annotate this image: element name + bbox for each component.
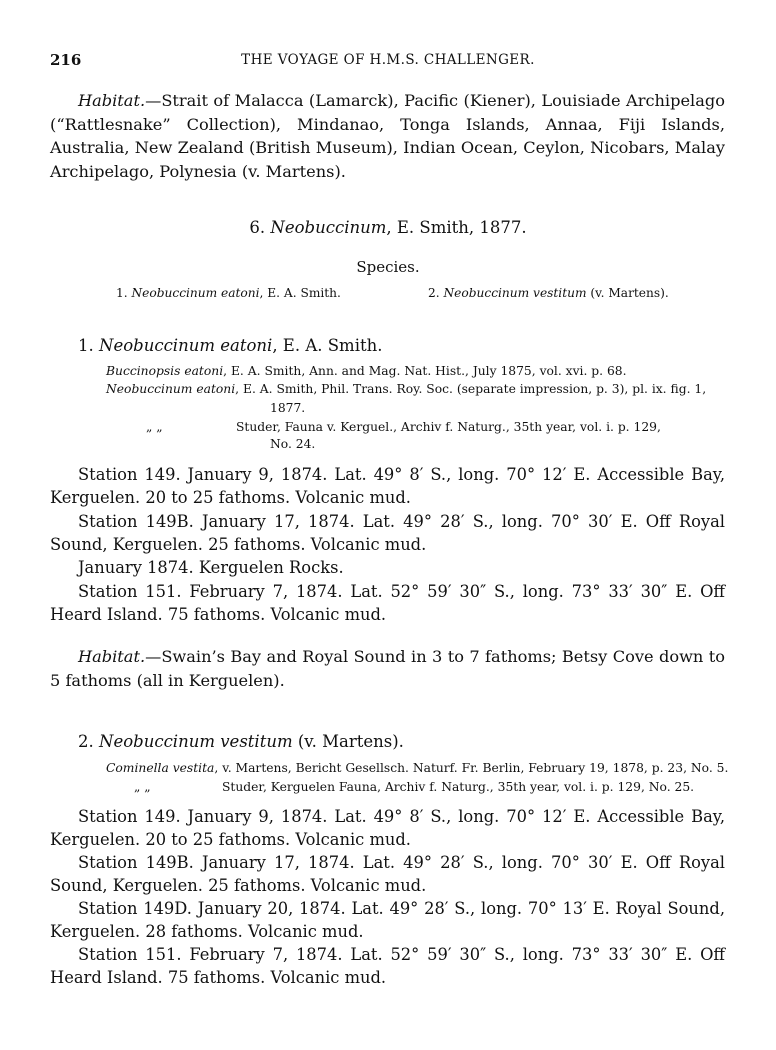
species1-station-1: Station 149. January 9, 1874. Lat. 49° 8′ S., long. 70° 12′ E. Accessible Bay, Kerguelen. 20 to 25 fathoms. Volcanic mud. <box>50 465 725 507</box>
species1-habitat: Habitat.—Swain’s Bay and Royal Sound in 3 to 7 fathoms; Betsy Cove down to 5 fathoms (all in Kerguelen). <box>50 647 725 690</box>
species2-station-2: Station 149B. January 17, 1874. Lat. 49° 28′ S., long. 70° 30′ E. Off Royal Sound, Kerguelen. 25 fathoms. Volcanic mud. <box>50 853 725 895</box>
species1-heading: 1. Neobuccinum eatoni, E. A. Smith. <box>78 336 383 355</box>
species1-station-4: Station 151. February 7, 1874. Lat. 52° 59′ 30″ S., long. 73° 33′ 30″ E. Off Heard Island. 75 fathoms. Volcanic mud. <box>50 582 725 624</box>
species2-ref-1: Cominella vestita, v. Martens, Bericht Gesellsch. Naturf. Fr. Berlin, February 19, 1878, p. 23, No. 5. <box>106 761 729 775</box>
species1-ref-2-cont: 1877. <box>270 401 306 415</box>
species2-station-4: Station 151. February 7, 1874. Lat. 52° 59′ 30″ S., long. 73° 33′ 30″ E. Off Heard Island. 75 fathoms. Volcanic mud. <box>50 945 725 987</box>
species2-station-3: Station 149D. January 20, 1874. Lat. 49° 28′ S., long. 70° 13′ E. Royal Sound, Kerguelen. 28 fathoms. Volcanic mud. <box>50 899 725 941</box>
species2-heading: 2. Neobuccinum vestitum (v. Martens). <box>78 732 404 751</box>
page-number: 216 <box>50 51 82 69</box>
species2-station-1: Station 149. January 9, 1874. Lat. 49° 8′ S., long. 70° 12′ E. Accessible Bay, Kerguelen. 20 to 25 fathoms. Volcanic mud. <box>50 807 725 849</box>
genus-heading <box>0 218 776 237</box>
genus-number: 6. <box>249 218 266 237</box>
habitat-intro-paragraph <box>50 89 725 183</box>
species1-ref-3-cont: No. 24. <box>270 437 316 451</box>
species2-ref-2-ditto: „ „ <box>134 780 151 794</box>
species1-ref-3: Studer, Fauna v. Kerguel., Archiv f. Naturg., 35th year, vol. i. p. 129, <box>236 420 661 434</box>
species1-ref-1: Buccinopsis eatoni, E. A. Smith, Ann. and Mag. Nat. Hist., July 1875, vol. xvi. p. 68. <box>106 364 627 378</box>
species1-ref-2: Neobuccinum eatoni, E. A. Smith, Phil. Trans. Roy. Soc. (separate impression, p. 3), pl. ix. fig. 1, <box>106 382 707 396</box>
species1-station-3: January 1874. Kerguelen Rocks. <box>78 558 344 577</box>
species-list-item-2: 2. Neobuccinum vestitum (v. Martens). <box>428 286 669 300</box>
species1-ref-3-ditto: „ „ <box>146 420 163 434</box>
species-list-item-1: 1. Neobuccinum eatoni, E. A. Smith. <box>116 286 341 300</box>
habitat-text: —Strait of Malacca (Lamarck), Pacific (Kiener), Louisiade Archipelago (“Rattlesnake” Collection), Mindanao, Tonga Islands, Annaa, Fiji Islands, Australia, New Zealand (British Museum), Indian Ocean, Ceylon, Nicobars, Malay Archipelago, Polynesia (v. Martens). <box>50 91 725 181</box>
genus-name: Neobuccinum <box>270 218 387 237</box>
species1-station-2: Station 149B. January 17, 1874. Lat. 49° 28′ S., long. 70° 30′ E. Off Royal Sound, Kerguelen. 25 fathoms. Volcanic mud. <box>50 512 725 554</box>
genus-author: , E. Smith, 1877. <box>386 218 527 237</box>
habitat-label: Habitat. <box>78 91 146 110</box>
running-title: THE VOYAGE OF H.M.S. CHALLENGER. <box>241 52 535 68</box>
species-heading: Species. <box>356 258 420 276</box>
species2-ref-2: Studer, Kerguelen Fauna, Archiv f. Naturg., 35th year, vol. i. p. 129, No. 25. <box>222 780 695 794</box>
